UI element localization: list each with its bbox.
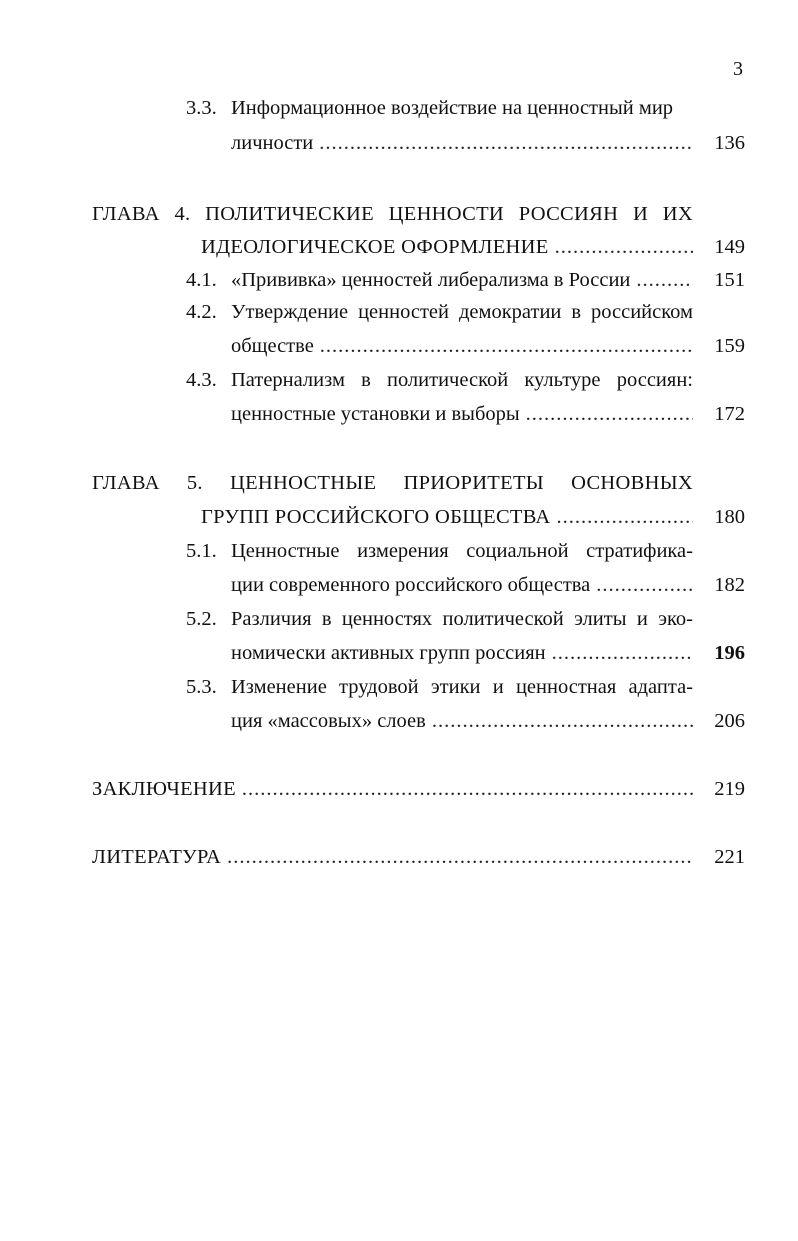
- section-number: 5.2.: [186, 608, 217, 630]
- page-ref: 219: [714, 778, 745, 800]
- page-ref: 182: [714, 574, 745, 596]
- entry-title: Патернализм в политической культуре россиян:: [231, 369, 693, 391]
- chapter-title: ГЛАВА 5. ЦЕННОСТНЫЕ ПРИОРИТЕТЫ ОСНОВНЫХ: [92, 472, 693, 494]
- page-ref: 159: [714, 335, 745, 357]
- entry-title-leader: ценностные установки и выборы .....: [231, 400, 693, 428]
- entry-title: Различия в ценностях политической элиты и эко-: [231, 608, 693, 630]
- entry-title-leader: ция «массовых» слоев .....: [231, 707, 693, 735]
- entry-title: Информационное воздействие на ценностный мир: [231, 97, 674, 119]
- entry-title: Изменение трудовой этики и ценностная адапта-: [231, 676, 693, 698]
- entry-title-leader: обществе .....: [231, 332, 693, 360]
- section-number: 4.3.: [186, 369, 217, 391]
- entry-title-leader: личности .....: [231, 129, 693, 157]
- section-number: 3.3.: [186, 97, 217, 119]
- page-ref: 172: [714, 403, 745, 425]
- page-ref: 180: [714, 506, 745, 528]
- section-number: 4.2.: [186, 301, 217, 323]
- section-number: 5.3.: [186, 676, 217, 698]
- section-number: 5.1.: [186, 540, 217, 562]
- entry-title: Ценностные измерения социальной стратифика-: [231, 540, 693, 562]
- page-ref: 196: [714, 642, 745, 664]
- entry-title: Утверждение ценностей демократии в российском: [231, 301, 693, 323]
- entry-title-leader: ЛИТЕРАТУРА .....: [92, 843, 693, 871]
- chapter-title: ГЛАВА 4. ПОЛИТИЧЕСКИЕ ЦЕННОСТИ РОССИЯН И ИХ: [92, 203, 693, 225]
- section-number: 4.1.: [186, 269, 217, 291]
- chapter-title-leader: ГРУПП РОССИЙСКОГО ОБЩЕСТВА .....: [201, 503, 693, 531]
- page-ref: 151: [714, 269, 745, 291]
- page-ref: 206: [714, 710, 745, 732]
- entry-title-leader: ции современного российского общества .....: [231, 571, 693, 599]
- page-number: 3: [733, 58, 743, 80]
- page-ref: 149: [714, 236, 745, 258]
- chapter-title-leader: ИДЕОЛОГИЧЕСКОЕ ОФОРМЛЕНИЕ .....: [201, 233, 693, 261]
- entry-title-leader: «Прививка» ценностей либерализма в России .....: [231, 266, 693, 294]
- entry-title-leader: номически активных групп россиян .....: [231, 639, 693, 667]
- page-ref: 221: [714, 846, 745, 868]
- entry-title-leader: ЗАКЛЮЧЕНИЕ .....: [92, 775, 693, 803]
- page-ref: 136: [714, 132, 745, 154]
